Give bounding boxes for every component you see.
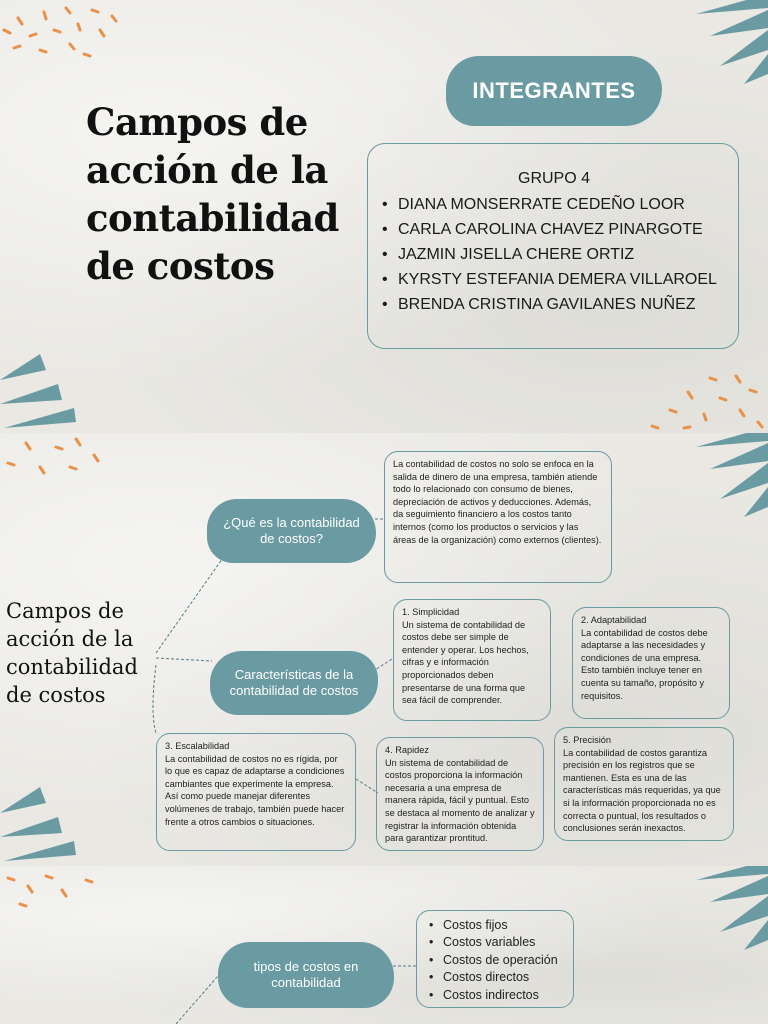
cost-type-item: • Costos directos <box>443 969 565 986</box>
definition-bubble <box>207 499 376 563</box>
member-item: • JAZMIN JISELLA CHERE ORTIZ <box>398 242 738 267</box>
characteristic-title: 4. Rapidez <box>385 745 429 755</box>
cost-types-box <box>416 910 574 1008</box>
characteristic-title: 3. Escalabilidad <box>165 741 230 751</box>
orange-dash-pattern-icon <box>0 0 130 70</box>
teal-rays-icon <box>690 0 768 90</box>
cost-types-list <box>425 917 565 1004</box>
characteristic-box <box>393 599 551 721</box>
characteristic-box <box>554 727 734 841</box>
teal-rays-icon <box>0 350 90 433</box>
group-label: GRUPO 4 <box>518 170 591 187</box>
section-title: Campos de acción de la contabilidad de costos <box>6 599 138 707</box>
member-item: • BRENDA CRISTINA GAVILANES NUÑEZ <box>398 292 738 317</box>
characteristic-text: Un sistema de contabilidad de costos proporciona la información necesaria a una empresa de manera rápida, fácil y puntual. Esto se destaca al momento de analizar y registrar la información obtenida para garantizar prontitud. <box>385 757 535 844</box>
members-list <box>382 192 738 317</box>
cost-type-item: • Costos variables <box>443 934 565 951</box>
integrantes-badge <box>446 56 662 126</box>
page-title: Campos de acción de la contabilidad de costos <box>86 100 339 288</box>
cost-type-item: • Costos indirectos <box>443 987 565 1004</box>
characteristic-text: La contabilidad de costos no es rígida, por lo que es capaz de adaptarse a condiciones cambiantes que experimente la empresa. Así como puede manejar diferentes volúmenes de trabajo, también puede hacer frente a otros cambios o situaciones. <box>165 753 345 827</box>
definition-label: ¿Qué es la contabilidad de costos? <box>223 515 360 546</box>
cost-types-bubble <box>218 942 394 1008</box>
integrantes-label: INTEGRANTES <box>472 78 636 103</box>
definition-text: La contabilidad de costos no solo se enfoca en la salida de dinero de una empresa, también atiende todo lo relacionado con consumo de bienes, depreciación de activos y deducciones. Además, da seguimiento financiero a los costos tanto internos (como los productos o servicios y las áreas de la organización) como externos (clientes). <box>393 459 602 545</box>
cost-types-label: tipos de costos en contabilidad <box>253 959 359 990</box>
characteristic-title: 5. Precisión <box>563 735 612 745</box>
characteristics-label: Características de la contabilidad de costos <box>229 667 359 698</box>
member-item: • CARLA CAROLINA CHAVEZ PINARGOTE <box>398 217 738 242</box>
characteristic-title: 1. Simplicidad <box>402 607 460 617</box>
cost-type-item: • Costos fijos <box>443 917 565 934</box>
characteristic-box <box>156 733 356 851</box>
definition-box <box>384 451 612 583</box>
slide-2 <box>0 433 768 866</box>
members-box <box>367 143 739 349</box>
slide-3 <box>0 866 768 1024</box>
characteristic-text: La contabilidad de costos debe adaptarse a las necesidades y condiciones de una empresa. Esto también incluye tener en cuenta su tamaño, propósito y requisitos. <box>581 627 708 701</box>
slide-1 <box>0 0 768 433</box>
characteristics-bubble <box>210 651 378 715</box>
characteristic-text: Un sistema de contabilidad de costos debe ser simple de entender y operar. Los hechos, cifras y e información proporcionados deben presentarse de una forma que sea fácil de comprender. <box>402 619 529 706</box>
characteristic-box <box>572 607 730 719</box>
cost-type-item: • Costos de operación <box>443 952 565 969</box>
characteristic-box <box>376 737 544 851</box>
orange-dash-pattern-icon <box>640 370 768 433</box>
member-item: • DIANA MONSERRATE CEDEÑO LOOR <box>398 192 738 217</box>
characteristic-title: 2. Adaptabilidad <box>581 615 647 625</box>
characteristic-text: La contabilidad de costos garantiza precisión en los registros que se mantienen. Esta es una de las características más requeridas, ya que si la información proporcionada no es correcta o puntual, los resultados o conclusiones serán inexactos. <box>563 747 721 834</box>
member-item: • KYRSTY ESTEFANIA DEMERA VILLAROEL <box>398 267 738 292</box>
